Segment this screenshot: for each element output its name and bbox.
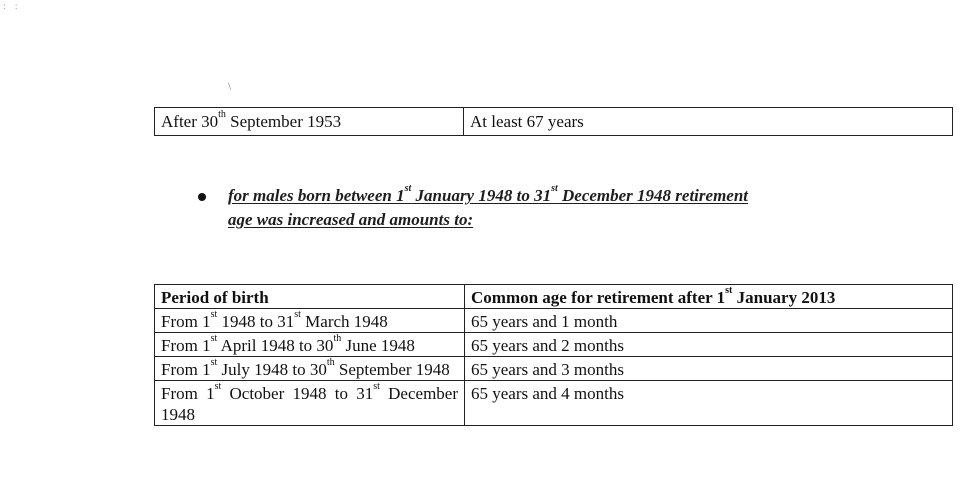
retirement-age-table-continued (154, 107, 953, 136)
table-row (155, 381, 953, 426)
period-cell: After 30th September 1953 (155, 108, 464, 136)
age-cell: 65 years and 2 months (465, 333, 953, 357)
table-row (155, 333, 953, 357)
bullet-icon (198, 193, 206, 201)
table-header-row (155, 285, 953, 309)
bullet-text: for males born between 1st January 1948 to 31st December 1948 retirement age was increased and amounts to: (228, 183, 749, 229)
table-row (155, 357, 953, 381)
period-cell: From 1st 1948 to 31st March 1948 (155, 309, 465, 333)
age-cell: 65 years and 3 months (465, 357, 953, 381)
period-cell: From 1st July 1948 to 30th September 1948 (155, 357, 465, 381)
retirement-age-table (154, 284, 953, 426)
header-common-age: Common age for retirement after 1st January 2013 (465, 285, 953, 309)
table-row (155, 309, 953, 333)
scan-artifact: \ (228, 82, 232, 92)
table-row (155, 108, 953, 136)
age-cell: 65 years and 1 month (465, 309, 953, 333)
period-cell: From 1st April 1948 to 30th June 1948 (155, 333, 465, 357)
age-cell: At least 67 years (464, 108, 953, 136)
header-period: Period of birth (155, 285, 465, 309)
bullet-paragraph (200, 184, 920, 232)
period-cell: From 1st October 1948 to 31st December 1948 (155, 381, 465, 426)
scan-artifact: : : (3, 2, 18, 12)
age-cell: 65 years and 4 months (465, 381, 953, 426)
